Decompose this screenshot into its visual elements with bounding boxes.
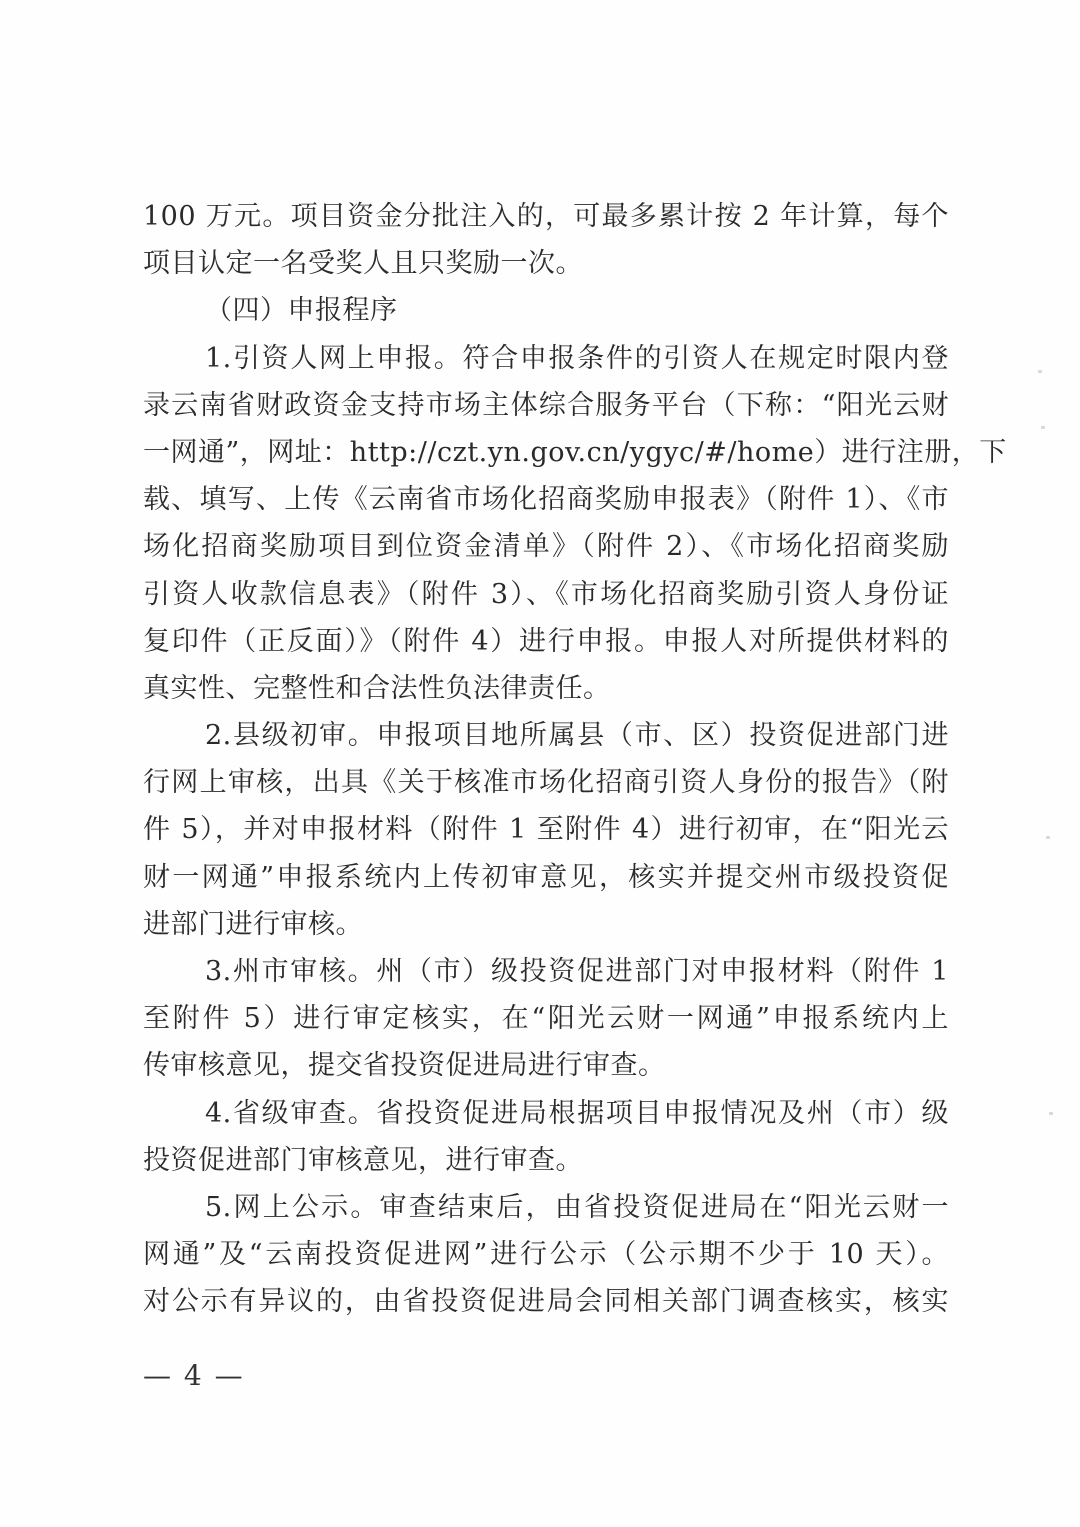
step-5-text: 5.网上公示。审查结束后，由省投资促进局在“阳光云财一 — [205, 1191, 949, 1223]
text-line: 100 万元。项目资金分批注入的，可最多累计按 2 年计算，每个 — [143, 201, 949, 232]
text-line: 真实性、完整性和合法性负法律责任。 — [143, 672, 611, 704]
document-body — [143, 193, 1007, 1326]
scan-artifact — [1046, 836, 1050, 839]
text-line: 传审核意见，提交省投资促进局进行审查。 — [143, 1050, 666, 1082]
text-line: 对公示有异议的，由省投资促进局会同相关部门调查核实，核实 — [143, 1286, 949, 1318]
section-heading: （四）申报程序 — [205, 295, 398, 327]
text-line: 引资人收款信息表》（附件 3）、《市场化招商奖励引资人身份证 — [143, 578, 949, 610]
text-line-with-url: 一网通”，网址：http://czt.yn.gov.cn/ygyc/#/home）进行注册，下 — [143, 436, 1007, 468]
step-3-text: 3.州市审核。州（市）级投资促进部门对申报材料（附件 1 — [205, 956, 949, 987]
text-line: 件 5），并对申报材料（附件 1 至附件 4）进行初审，在“阳光云 — [143, 814, 949, 846]
step-1-text: 1.引资人网上申报。符合申报条件的引资人在规定时限内登 — [205, 342, 949, 374]
scan-artifact — [1049, 1112, 1053, 1115]
text-line: 至附件 5）进行审定核实，在“阳光云财一网通”申报系统内上 — [143, 1003, 949, 1035]
text-line: 复印件（正反面）》（附件 4）进行申报。申报人对所提供材料的 — [143, 625, 949, 657]
step-4-text: 4.省级审查。省投资促进局根据项目申报情况及州（市）级 — [205, 1097, 949, 1129]
text-line: 行网上审核，出具《关于核准市场化招商引资人身份的报告》（附 — [143, 767, 949, 799]
page-number: — 4 — — [143, 1359, 245, 1392]
scan-artifact — [1038, 370, 1042, 373]
text-line: 录云南省财政资金支持市场主体综合服务平台（下称：“阳光云财 — [143, 389, 949, 421]
text-line: 投资促进部门审核意见，进行审查。 — [143, 1144, 583, 1176]
text-line: 财一网通”申报系统内上传初审意见，核实并提交州市级投资促 — [143, 861, 949, 893]
step-2-text: 2.县级初审。申报项目地所属县（市、区）投资促进部门进 — [205, 720, 949, 752]
text-line: 载、填写、上传《云南省市场化招商奖励申报表》（附件 1）、《市 — [143, 484, 949, 516]
text-line: 场化招商奖励项目到位资金清单》（附件 2）、《市场化招商奖励 — [143, 531, 949, 563]
text-line: 进部门进行审核。 — [143, 908, 363, 940]
text-line: 网通”及“云南投资促进网”进行公示（公示期不少于 10 天）。 — [143, 1239, 949, 1271]
text-line: 项目认定一名受奖人且只奖励一次。 — [143, 248, 583, 280]
scan-artifact — [1041, 426, 1045, 429]
